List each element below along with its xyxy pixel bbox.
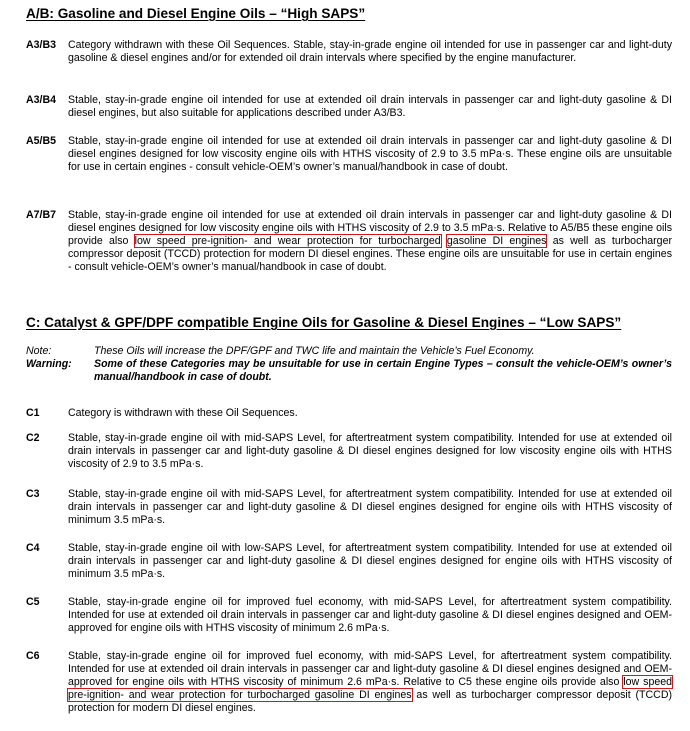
entry-description [68, 650, 672, 715]
entry-description [68, 209, 672, 274]
highlighted-phrase: low speed pre-ignition- and wear protection for turbocharged [134, 235, 441, 247]
entry-c6 [26, 650, 672, 715]
entry-code: C3 [26, 488, 40, 500]
section-heading-ab: A/B: Gasoline and Diesel Engine Oils – “High SAPS” [26, 6, 366, 21]
entry-description: Stable, stay-in-grade engine oil with low-SAPS Level, for aftertreatment system compatibility. Intended for use at extended oil drain intervals in passenger car and light-duty gasoline & DI diesel engines designed for engine oils with HTHS viscosity of minimum 3.5 mPa·s. [68, 542, 672, 580]
entry-a5-b5 [26, 135, 672, 174]
entry-code: A5/B5 [26, 135, 57, 147]
entry-a3-b4 [26, 94, 672, 120]
entry-a7-b7 [26, 209, 672, 274]
notes-block [26, 345, 672, 384]
warning-label: Warning: [26, 358, 72, 370]
entry-description: Stable, stay-in-grade engine oil intended for use at extended oil drain intervals in passenger car and light-duty gasoline & DI diesel engines designed for low viscosity engine oils with HTHS viscosity of 2.9 to 3.5 mPa·s. These engine oils are unsuitable for use in certain engines - consult vehicle-OEM’s owner’s manual/handbook in case of doubt. [68, 135, 672, 173]
entry-a3-b3 [26, 39, 672, 65]
entry-code: A3/B4 [26, 94, 57, 106]
entry-description: Stable, stay-in-grade engine oil for improved fuel economy, with mid-SAPS Level, for aftertreatment system compatibility. Intended for use at extended oil drain intervals in passenger car and light-duty gasoline & DI diesel engines designed and OEM-approved for engine oils with HTHS viscosity of minimum 2.6 mPa·s. [68, 596, 672, 634]
entry-description: Category withdrawn with these Oil Sequences. Stable, stay-in-grade engine oil intended for use in passenger car and light-duty gasoline & diesel engines and/or for extended oil drain intervals where specified by the engine manufacturer. [68, 39, 672, 64]
entry-description: Stable, stay-in-grade engine oil intended for use at extended oil drain intervals in passenger car and light-duty gasoline & DI diesel engines, but also suitable for applications described under A3/B3. [68, 94, 672, 119]
note [26, 345, 672, 358]
entry-description: Category is withdrawn with these Oil Sequences. [68, 407, 298, 419]
entry-c5 [26, 596, 672, 635]
entry-code: C5 [26, 596, 40, 608]
entry-code: A3/B3 [26, 39, 57, 51]
description-text: as well as turbocharger compressor deposit (TCCD) protection for modern DI diesel engines. [68, 689, 672, 714]
warning [26, 358, 672, 384]
note-label: Note: [26, 345, 52, 357]
entry-description: Stable, stay-in-grade engine oil with mid-SAPS Level, for aftertreatment system compatibility. Intended for use at extended oil drain intervals in passenger car and light-duty gasoline & DI diesel engines designed for engine oils with HTHS viscosity of minimum 3.5 mPa·s. [68, 488, 672, 526]
entry-c1 [26, 407, 672, 420]
entry-code: C1 [26, 407, 40, 419]
entry-code: A7/B7 [26, 209, 57, 221]
entry-c4 [26, 542, 672, 581]
warning-text: Some of these Categories may be unsuitable for use in certain Engine Types – consult the vehicle-OEM’s owner’s manual/handbook in case of doubt. [94, 358, 672, 383]
description-text: Stable, stay-in-grade engine oil for improved fuel economy, with mid-SAPS Level, for aftertreatment system compatibility. Intended for use at extended oil drain intervals in passenger car and light-duty gasoline & DI diesel engines designed and OEM-approved for engine oils with HTHS viscosity of minimum 2.6 mPa·s. Relative to C5 these engine oils provide also [68, 650, 672, 688]
entry-code: C2 [26, 432, 40, 444]
entry-c2 [26, 432, 672, 471]
entry-code: C6 [26, 650, 40, 662]
note-text: These Oils will increase the DPF/GPF and TWC life and maintain the Vehicle’s Fuel Economy. [94, 345, 535, 357]
description-text: Stable, stay-in-grade engine oil intended for use at extended oil drain intervals in passenger car and light-duty gasoline & DI diesel engines designed for low viscosity engine oils with HTHS viscosity of 2.9 to 3.5 mPa·s. Relative to A5/B5 these engine oils provide also [68, 209, 672, 247]
entry-code: C4 [26, 542, 40, 554]
entry-description: Stable, stay-in-grade engine oil with mid-SAPS Level, for aftertreatment system compatibility. Intended for use at extended oil drain intervals in passenger car and light-duty gasoline & DI diesel engines designed for low viscosity engine oils with HTHS viscosity of 2.9 to 3.5 mPa·s. [68, 432, 672, 470]
highlighted-phrase: low speed pre-ignition- and wear protection for turbocharged gasoline DI engines [68, 676, 673, 701]
highlighted-phrase: gasoline DI engines [446, 235, 547, 247]
description-text: as well as turbocharger compressor deposit (TCCD) protection for modern DI diesel engines. These engine oils are unsuitable for use in certain engines - consult vehicle-OEM’s owner’s manual/handbook in case of doubt. [68, 235, 672, 273]
section-heading-c: C: Catalyst & GPF/DPF compatible Engine Oils for Gasoline & Diesel Engines – “Low SAPS” [26, 315, 622, 330]
entry-c3 [26, 488, 672, 527]
